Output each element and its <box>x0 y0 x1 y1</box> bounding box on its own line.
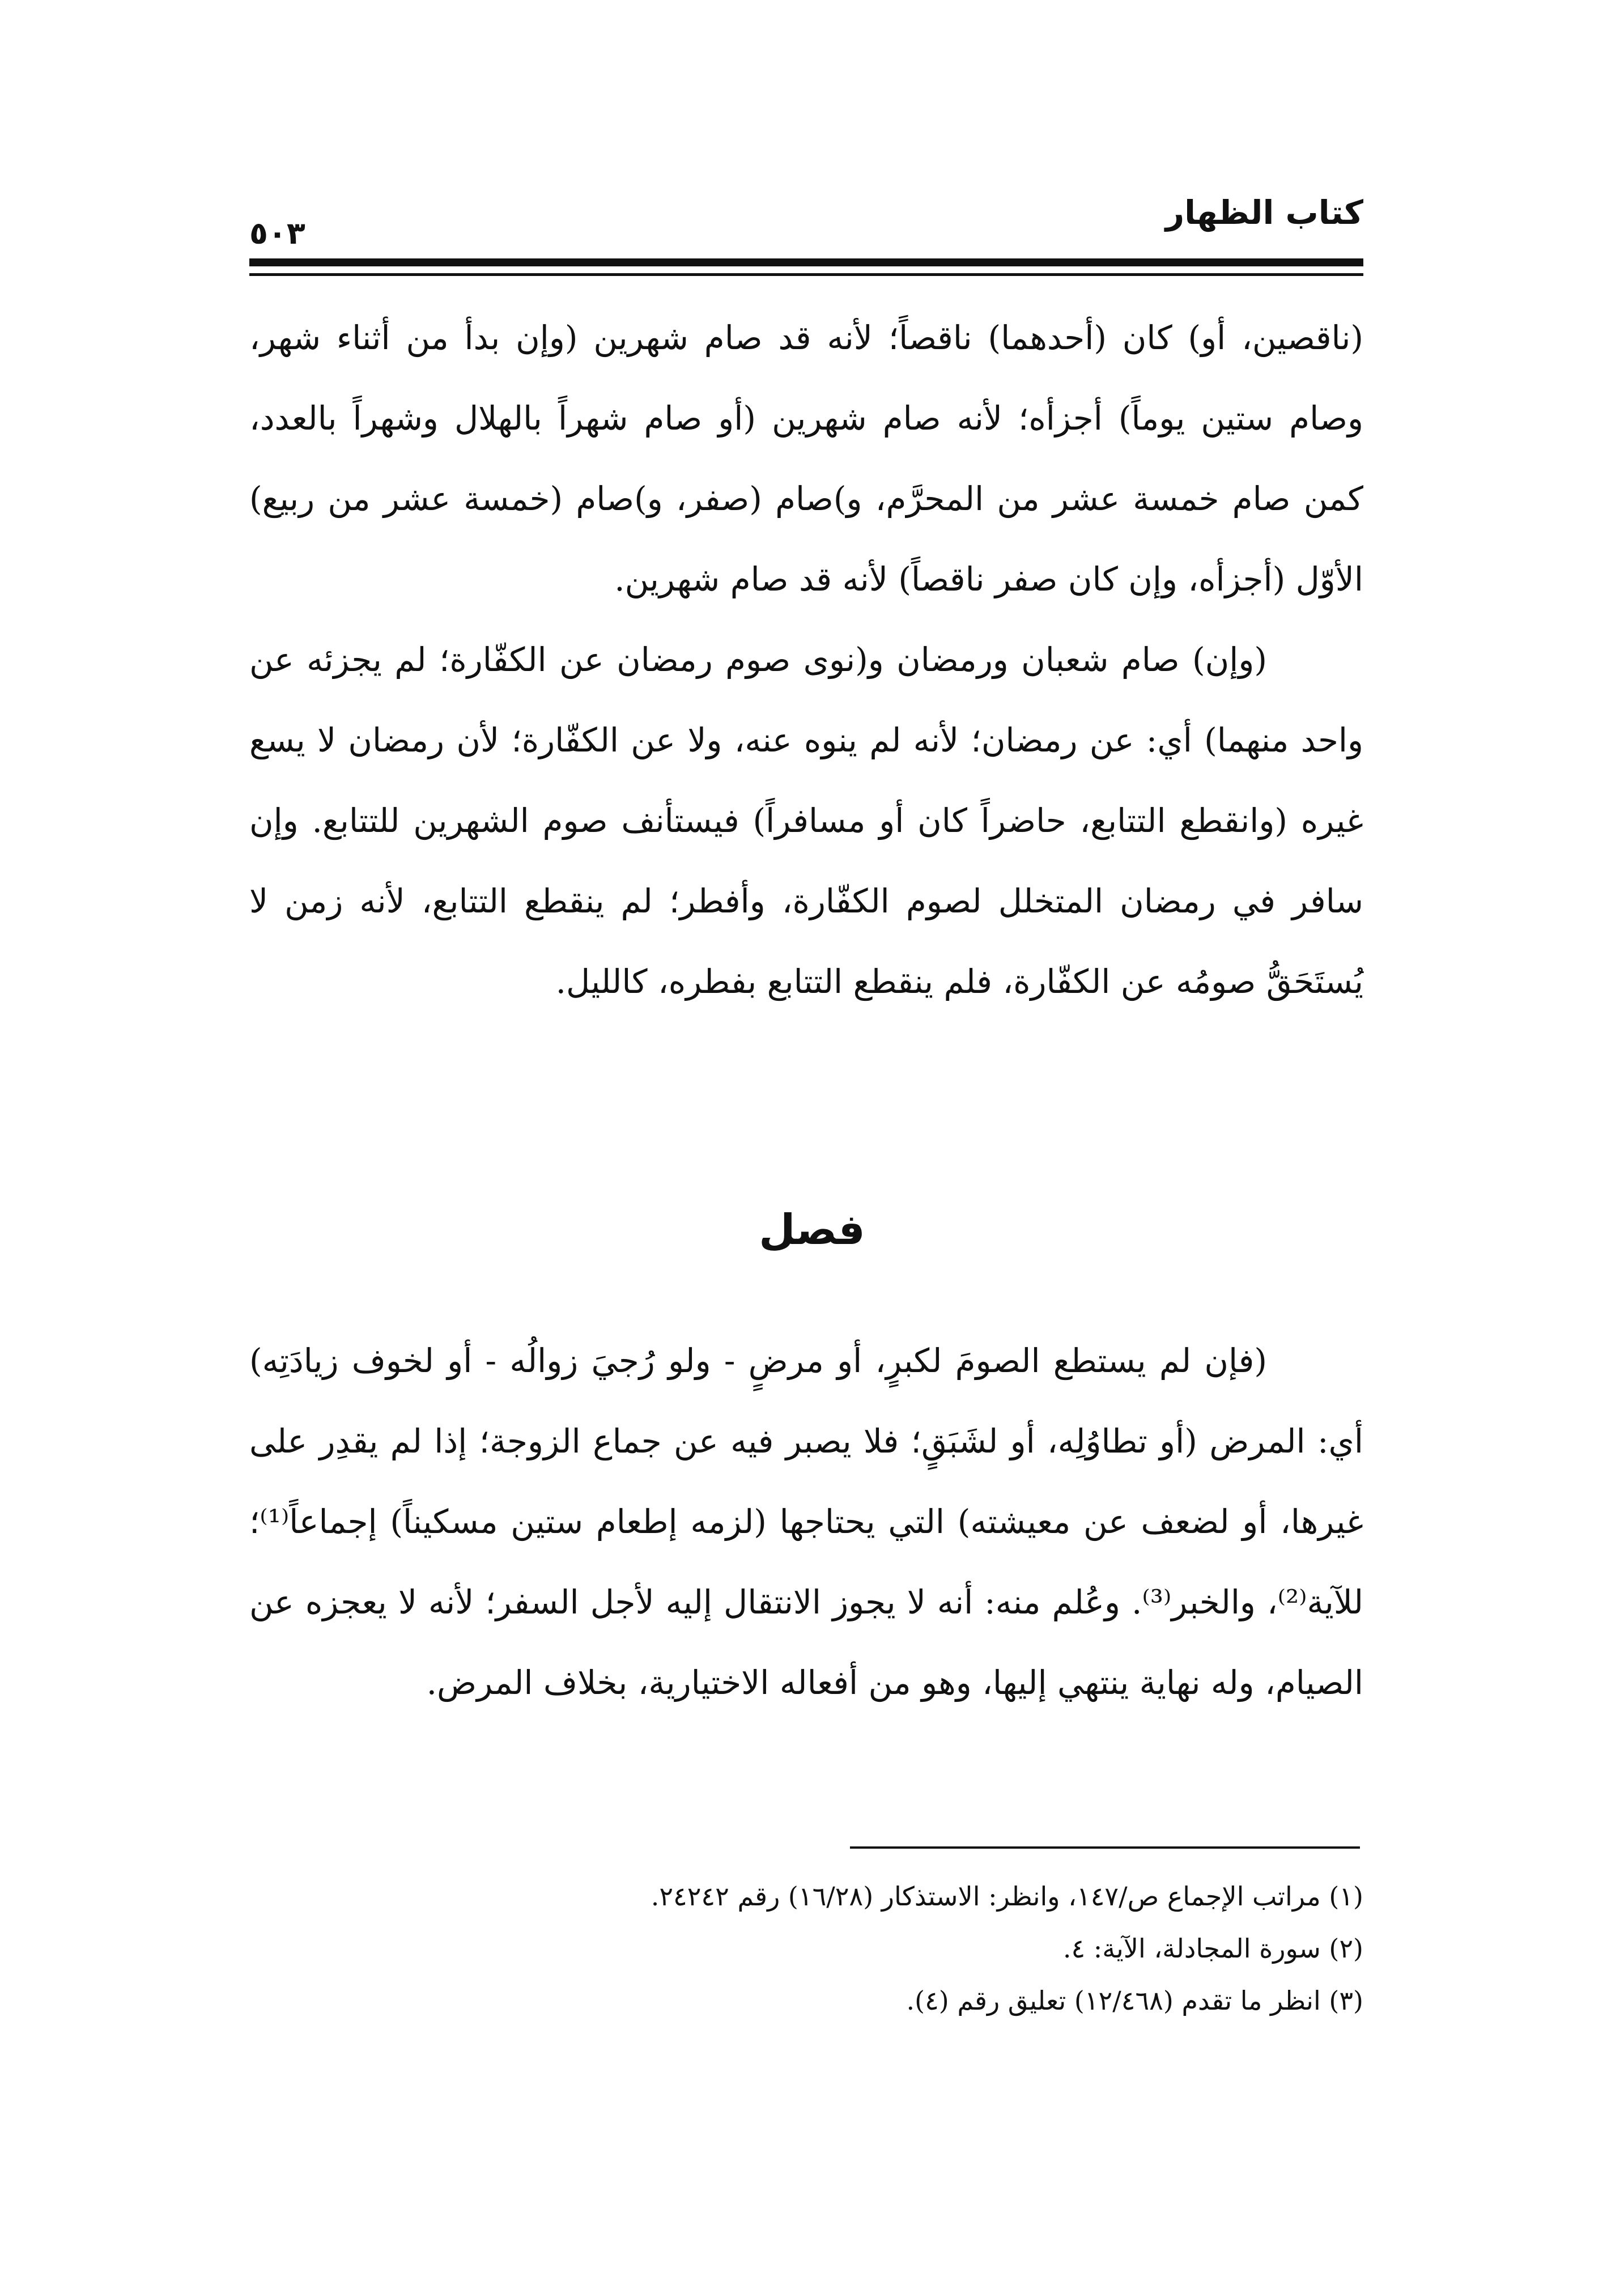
footnotes <box>249 1870 1363 2027</box>
footnote-item: (٣) انظر ما تقدم (١٢/٤٦٨) تعليق رقم (٤). <box>906 1985 1363 2016</box>
header-rule-thin <box>249 273 1363 276</box>
footnote-item: (١) مراتب الإجماع ص/١٤٧، وانظر: الاستذكار (١٦/٢٨) رقم ٢٤٢٤٢. <box>651 1881 1363 1912</box>
page-header <box>249 187 1363 261</box>
paragraph: (فإن لم يستطع الصومَ لكبرٍ، أو مرضٍ - ولو رُجيَ زوالُه - أو لخوف زيادَتِه) أي: المرض (أو تطاوُلِه، أو لشَبَقٍ؛ فلا يصبر فيه عن جماع الزوجة؛ إذا لم يقدِر على غيرها، أو لضعف عن معيشته) التي يحتاجها (لزمه إطعام ستين مسكيناً) إجماعاً⁽¹⁾؛ للآية⁽²⁾، والخبر⁽³⁾. وعُلم منه: أنه لا يجوز الانتقال إليه لأجل السفر؛ لأنه لا يعجزه عن الصيام، وله نهاية ينتهي إليها، وهو من أفعاله الاختيارية، بخلاف المرض. <box>249 1341 1363 1702</box>
paragraph: (وإن) صام شعبان ورمضان و(نوى صوم رمضان عن الكفّارة؛ لم يجزئه عن واحد منهما) أي: عن رمضان؛ لأنه لم ينوه عنه، ولا عن الكفّارة؛ لأن رمضان لا يسع غيره (وانقطع التتابع، حاضراً كان أو مسافراً) فيستأنف صوم الشهرين للتتابع. وإن سافر في رمضان المتخلل لصوم الكفّارة، وأفطر؛ لم ينقطع التتابع، لأنه زمن لا يُستَحَقُّ صومُه عن الكفّارة، فلم ينقطع التتابع بفطره، كالليل. <box>249 640 1363 1001</box>
running-title: كتاب الظهار <box>1165 193 1363 232</box>
header-rule-thick <box>249 258 1363 266</box>
section-heading: فصل <box>759 1205 865 1254</box>
paragraph: (ناقصين، أو) كان (أحدهما) ناقصاً؛ لأنه قد صام شهرين (وإن بدأ من أثناء شهر، وصام ستين يوماً) أجزأه؛ لأنه صام شهرين (أو صام شهراً بالهلال وشهراً بالعدد، كمن صام خمسة عشر من المحرَّم، و)صام (صفر، و)صام (خمسة عشر من ربيع) الأوّل (أجزأه، وإن كان صفر ناقصاً) لأنه قد صام شهرين. <box>249 319 1363 598</box>
main-text-block-1 <box>249 298 1363 1022</box>
main-text-block-2 <box>249 1320 1363 1723</box>
page-number: ٥٠٣ <box>249 215 305 251</box>
footnote-separator <box>850 1846 1360 1849</box>
footnote-item: (٢) سورة المجادلة، الآية: ٤. <box>1062 1933 1363 1964</box>
